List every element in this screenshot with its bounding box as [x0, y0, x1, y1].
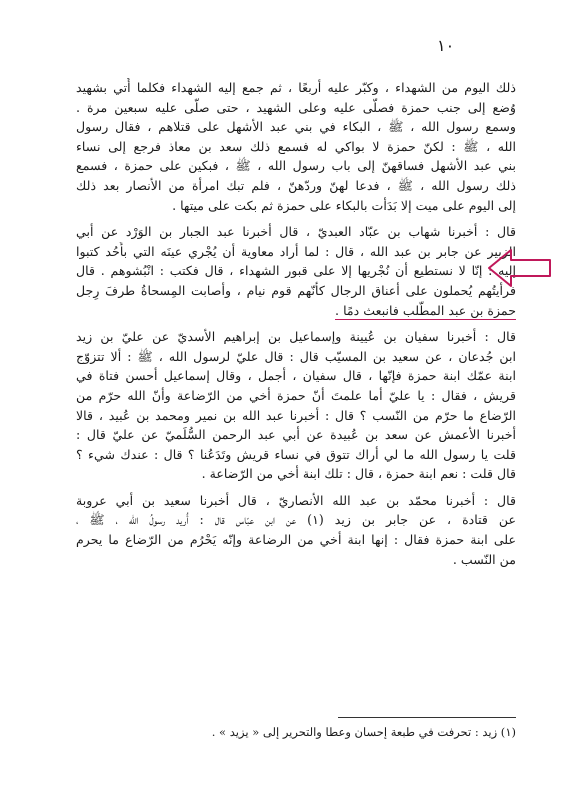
footnote: (١) زيد : تحرفت في طبعة إحسان وعطا والتحرير إلى « يزيد » . [211, 725, 516, 739]
text-line: قال : أخبرنا شهاب بن عبّاد العبديّ ، قال أخبرنا عبد الجبار بن الوَرْد عن أبي [76, 224, 516, 240]
text-line: ذلك رسول الله ، ﷺ ، فدعا لهنّ وردّهنّ ، فلم تبك امرأة من الأنصار بعد ذلك [76, 177, 516, 193]
paragraph-1 [76, 78, 516, 215]
text-line: ابن جُدعان ، عن سعيد بن المسيّب قال : قال عليّ لرسول الله ، ﷺ : ألا تتزوّج [76, 348, 516, 364]
text-line: ابنة عمّك ابنة حمزة فإنّها ، قال سفيان ، أجمل ، وقال إسماعيل أحسن فتاة في [76, 368, 516, 384]
text-line: الله ، ﷺ : لكنّ حمزة لا بواكي له فسمع ذلك سعد بن معاذ فرجع إلى نساء [76, 138, 516, 154]
text-line: إلى اليوم على ميت إلا بَدَأت بالبكاء على حمزة ثم بكت على ميتها . [172, 197, 516, 213]
paragraph-2-highlighted [76, 222, 516, 320]
paragraph-3 [76, 327, 516, 484]
page-body [76, 78, 516, 569]
text-line: ذلك اليوم من الشهداء ، وكبّر عليه أربعًا ، ثم جمع إليه الشهداء فكلما أُتي بشهيد [76, 80, 516, 95]
text-line: فرأيتُهم يُحملون على أعناق الرجال كأنّهم قوم نيام ، وأصابت المِسحاةُ طرفَ رِجل [76, 282, 516, 298]
text-line: وسمع رسول الله ، ﷺ ، البكاء في بني عبد الأشهل على قتلاهم ، فقال رسول [76, 119, 516, 135]
underlined-passage: حمزة بن عبد المطّلب فانبعث دمًا . [335, 302, 516, 318]
text-line: قال : أخبرنا سفيان بن عُيينة وإسماعيل بن إبراهيم الأسديّ عن عليّ بن زيد [76, 329, 516, 345]
text-line: الزبير عن جابر بن عبد الله ، قال : لما أراد معاوية أن يُجْري عينَه التي بأُحُد كتبوا [76, 243, 516, 259]
text-line: بني عبد الأشهل فساقهنّ إلى باب رسول الله ، ﷺ ، فبكين على حمزة ، فسمع [76, 158, 516, 174]
text-line: قريش ، فقال : يا عليّ أما علمتَ أنّ حمزة أخي من الرّضاعة وأنّ الله حرّم من [76, 387, 516, 403]
text-line: الرّضاع ما حرّم من النّسب ؟ قال : أخبرنا عبد الله بن نمير ومحمد بن عُبيد ، قالا [76, 407, 516, 423]
footnote-divider [338, 717, 516, 718]
text-line: على ابنة حمزة فقال : إنها ابنة أخي من الرضاعة وإنّه يَحْرُم من الرّضاع ما يحرم [76, 532, 516, 548]
text-line-underlined [76, 301, 516, 321]
text-line: قلت يا رسول الله ما لي أراك تتوق في نساء قريش وتَدَعُنا ؟ قال : عندك شيء ؟ [76, 446, 516, 462]
text-line: أخبرنا الأعمش عن سعد بن عُبيدة عن أبي عبد الرحمن السُّلَميّ عن عليّ قال : [76, 427, 516, 443]
text-line: عن قتادة ، عن جابر بن زيد (١) عن ابن عبّاس قال : أُريد رسولُ الله ، ﷺ ، [76, 512, 516, 528]
left-pointing-outline-arrow-icon [487, 248, 553, 288]
text-line: إليه : إنّا لا نستطيع أن نُجْريها إلا على قبور الشهداء ، قال فكتب : انْبُشوهم . قال [76, 263, 516, 279]
text-line: قال قلت : نعم ابنة حمزة ، قال : تلك ابنة أخي من الرّضاعة . [201, 466, 516, 482]
page-number: ١٠ [437, 36, 455, 55]
text-line: وُضع إلى جنب حمزة فصلّى عليه وعلى الشهيد ، حتى صلّى عليه سبعين مرة . [76, 99, 516, 115]
text-line: قال : أخبرنا محمّد بن عبد الله الأنصاريّ ، قال أخبرنا سعيد بن أبي عروبة [76, 492, 516, 508]
text-line: من النّسب . [452, 551, 516, 567]
paragraph-4 [76, 491, 516, 569]
